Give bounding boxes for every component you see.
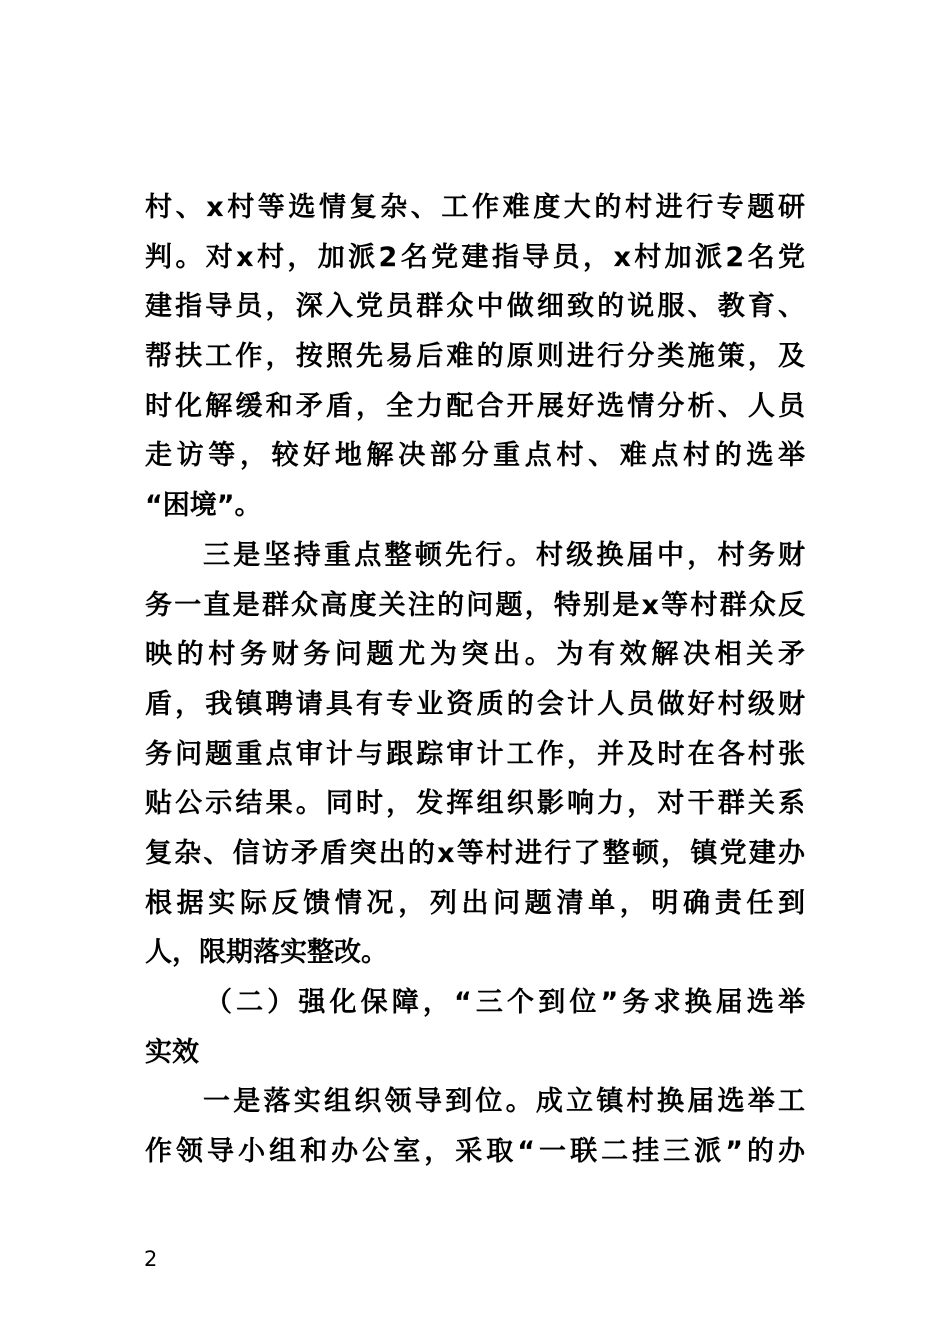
text-line: 时化解缓和矛盾，全力配合开展好选情分析、人员 xyxy=(145,390,805,422)
text-line: 帮扶工作，按照先易后难的原则进行分类施策，及 xyxy=(145,341,805,373)
text-line: 走访等，较好地解决部分重点村、难点村的选举 xyxy=(145,440,805,472)
text-line: 映的村务财务问题尤为突出。为有效解决相关矛 xyxy=(145,639,805,671)
text-line: 复杂、信访矛盾突出的x等村进行了整顿，镇党建办 xyxy=(145,837,805,869)
paragraph-start: 三是坚持重点整顿先行。村级换届中，村务财 xyxy=(203,539,805,571)
paragraph-start: 一是落实组织领导到位。成立镇村换届选举工 xyxy=(203,1086,805,1118)
text-line: 务一直是群众高度关注的问题，特别是x等村群众反 xyxy=(145,589,805,621)
text-line: 村、x村等选情复杂、工作难度大的村进行专题研 xyxy=(145,192,805,223)
text-line: 建指导员，深入党员群众中做细致的说服、教育、 xyxy=(145,291,805,323)
text-line: 务问题重点审计与跟踪审计工作，并及时在各村张 xyxy=(145,738,805,770)
text-line: 作领导小组和办公室，采取“一联二挂三派”的办 xyxy=(145,1136,805,1168)
text-line: 人，限期落实整改。 xyxy=(145,937,388,969)
page-number: 2 xyxy=(144,1247,158,1271)
section-heading: （二）强化保障，“三个到位”务求换届选举 xyxy=(205,987,805,1018)
text-line: 根据实际反馈情况，列出问题清单，明确责任到 xyxy=(145,887,805,919)
document-body xyxy=(145,183,805,1177)
text-line: “困境”。 xyxy=(145,490,262,522)
text-line: 盾，我镇聘请具有专业资质的会计人员做好村级财 xyxy=(145,688,805,720)
text-line: 判。对x村，加派2名党建指导员，x村加派2名党 xyxy=(145,241,805,273)
section-heading-cont: 实效 xyxy=(145,1036,199,1068)
text-line: 贴公示结果。同时，发挥组织影响力，对干群关系 xyxy=(145,788,805,820)
